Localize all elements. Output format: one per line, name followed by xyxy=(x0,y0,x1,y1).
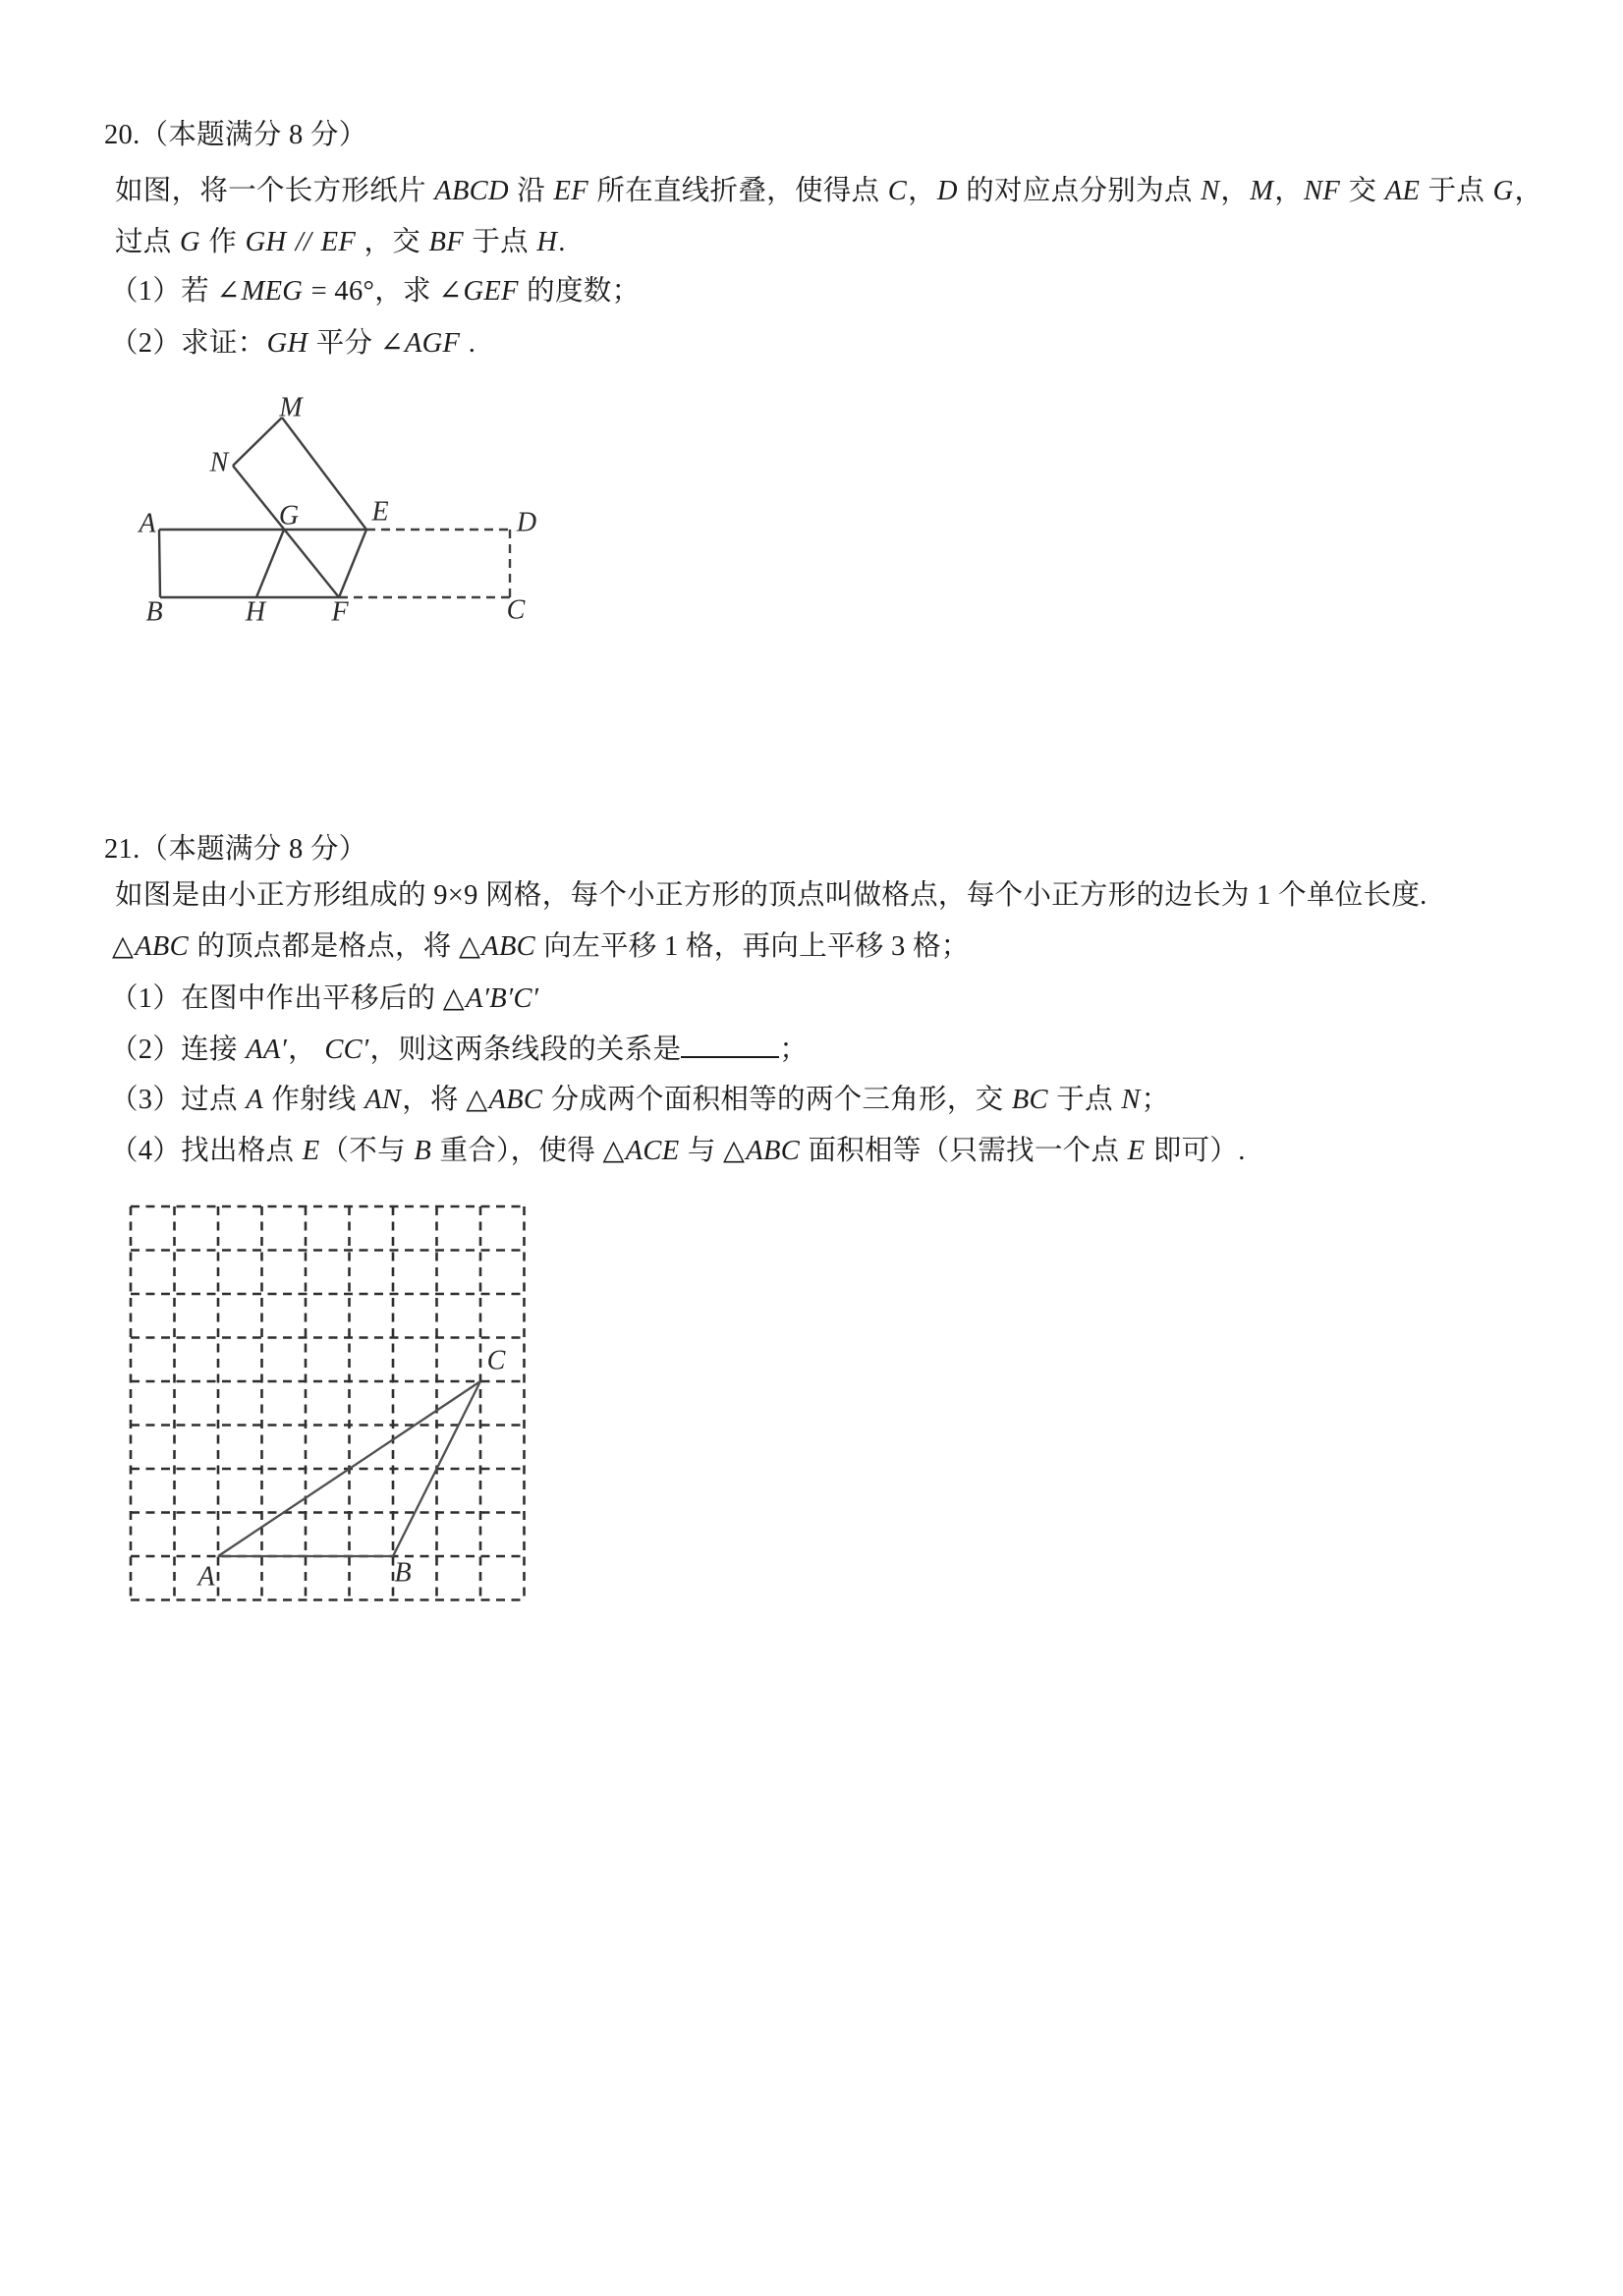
math-var: E xyxy=(302,1136,320,1166)
text-run: 交 xyxy=(1341,176,1384,206)
math-var: BC xyxy=(1011,1085,1048,1115)
text-run: ； xyxy=(1141,1085,1170,1115)
math-var: AE xyxy=(1384,176,1421,206)
text-run: （4）找出格点 xyxy=(110,1136,302,1166)
math-var: EF xyxy=(320,227,357,257)
math-var: ABCD xyxy=(434,176,509,206)
math-var: H xyxy=(536,227,558,257)
text-run: 于点 xyxy=(1048,1085,1121,1115)
math-var: BF xyxy=(428,227,464,257)
text-run: 重合），使得 △ xyxy=(432,1136,625,1166)
math-var: ABC xyxy=(746,1136,801,1166)
answer-blank xyxy=(681,1027,779,1058)
math-var: MEG xyxy=(241,276,304,307)
vertex-label-B: B xyxy=(145,596,163,628)
text-run: ， xyxy=(1274,176,1304,206)
math-var: C xyxy=(887,176,908,206)
text-run: 如图是由小正方形组成的 9×9 网格，每个小正方形的顶点叫做格点，每个小正方形的边长为 1 个单位长度. xyxy=(115,880,1427,911)
problem21-item-1 xyxy=(110,974,539,1025)
text-run: △ xyxy=(112,931,135,962)
text-run: 作射线 xyxy=(263,1085,364,1115)
math-var: D xyxy=(936,176,958,206)
problem20-item-2 xyxy=(110,318,476,369)
text-run: 向左平移 1 格，再向上平移 3 格； xyxy=(535,931,970,962)
vertex-label-N: N xyxy=(209,447,229,478)
edge-NF xyxy=(233,466,339,597)
text-run: 沿 xyxy=(509,176,553,206)
text-run: 过点 xyxy=(115,227,180,257)
text-run: 的对应点分别为点 xyxy=(958,176,1201,206)
vertex-label-B: B xyxy=(394,1557,412,1589)
text-run: ， xyxy=(1514,176,1543,206)
problem21-item-2 xyxy=(110,1025,808,1076)
problem20-statement-line1 xyxy=(115,166,1542,217)
text-run: ， xyxy=(288,1035,324,1065)
text-run: ， xyxy=(908,176,936,206)
text-run: ； xyxy=(779,1035,809,1065)
math-var: EF xyxy=(553,176,588,206)
text-run: . xyxy=(558,227,566,257)
math-var: AGF xyxy=(404,328,461,359)
math-var: CC′ xyxy=(324,1035,369,1065)
problem20-statement-line2 xyxy=(115,217,566,268)
math-var: A′B′C′ xyxy=(466,983,539,1014)
math-var: // xyxy=(288,227,319,257)
text-run: （3）过点 xyxy=(110,1085,246,1115)
text-run: 如图，将一个长方形纸片 xyxy=(115,176,434,206)
math-var: AN xyxy=(364,1085,402,1115)
edge-AB xyxy=(159,530,160,597)
math-var: GH xyxy=(245,227,287,257)
vertex-label-A: A xyxy=(197,1561,215,1593)
problem21-item-4 xyxy=(110,1126,1246,1177)
vertex-label-F: F xyxy=(331,596,349,628)
math-var: B xyxy=(414,1136,432,1166)
vertex-label-A: A xyxy=(139,508,156,539)
math-var: NF xyxy=(1304,176,1341,206)
text-run: 面积相等（只需找一个点 xyxy=(801,1136,1127,1166)
math-var: ABC xyxy=(481,931,535,962)
text-run: ，则这两条线段的关系是 xyxy=(369,1035,682,1065)
text-run: ，交 xyxy=(357,227,428,257)
math-var: GEF xyxy=(463,276,519,307)
problem21-item-3 xyxy=(110,1075,1169,1126)
math-var: N xyxy=(1201,176,1220,206)
text-run: 于点 xyxy=(464,227,536,257)
text-run: 于点 xyxy=(1421,176,1492,206)
vertex-label-D: D xyxy=(516,507,537,538)
vertex-label-E: E xyxy=(371,496,389,528)
math-var: ACE xyxy=(625,1136,680,1166)
math-var: A xyxy=(246,1085,263,1115)
problem21-statement-line1 xyxy=(115,870,1427,922)
text-run: 作 xyxy=(200,227,245,257)
edge-MN xyxy=(233,418,282,466)
text-run: 即可）. xyxy=(1146,1136,1246,1166)
text-run: 平分 ∠ xyxy=(308,328,404,359)
math-var: GH xyxy=(266,328,308,359)
math-var: G xyxy=(1492,176,1514,206)
vertex-label-C: C xyxy=(506,594,526,626)
math-var: E xyxy=(1127,1136,1146,1166)
math-var: ABC xyxy=(135,931,189,962)
text-run: 的度数； xyxy=(519,276,641,307)
text-run: （2）连接 xyxy=(110,1035,246,1065)
problem21-statement-line2 xyxy=(112,922,970,973)
edge-GH xyxy=(256,530,284,597)
math-var: AA′ xyxy=(246,1035,288,1065)
math-var: G xyxy=(180,227,200,257)
figure21-grid-diagram xyxy=(131,1206,543,1619)
text-run: 所在直线折叠，使得点 xyxy=(588,176,887,206)
edge-EF xyxy=(339,530,366,597)
vertex-label-H: H xyxy=(245,596,266,628)
text-run: 分成两个面积相等的两个三角形，交 xyxy=(543,1085,1011,1115)
text-run: ， xyxy=(1220,176,1250,206)
text-run: （1）在图中作出平移后的 △ xyxy=(110,983,465,1014)
text-run: . xyxy=(461,328,476,359)
problem21-title: 21.（本题满分 8 分） xyxy=(104,834,367,865)
text-run: ，将 △ xyxy=(402,1085,488,1115)
figure20-fold-diagram xyxy=(128,388,565,645)
text-run: 与 △ xyxy=(680,1136,746,1166)
text-run: 的顶点都是格点，将 △ xyxy=(189,931,481,962)
problem20-item-1 xyxy=(110,266,640,317)
text-run: = 46°，求 ∠ xyxy=(304,276,463,307)
vertex-label-M: M xyxy=(279,392,303,423)
vertex-label-G: G xyxy=(278,500,300,532)
text-run: （2）求证： xyxy=(110,328,266,359)
text-run: （1）若 ∠ xyxy=(110,276,241,307)
vertex-label-C: C xyxy=(486,1345,506,1376)
problem20-title: 20.（本题满分 8 分） xyxy=(104,120,367,150)
math-var: N xyxy=(1121,1085,1141,1115)
text-run: （不与 xyxy=(320,1136,414,1166)
math-var: M xyxy=(1250,176,1274,206)
math-var: ABC xyxy=(488,1085,543,1115)
